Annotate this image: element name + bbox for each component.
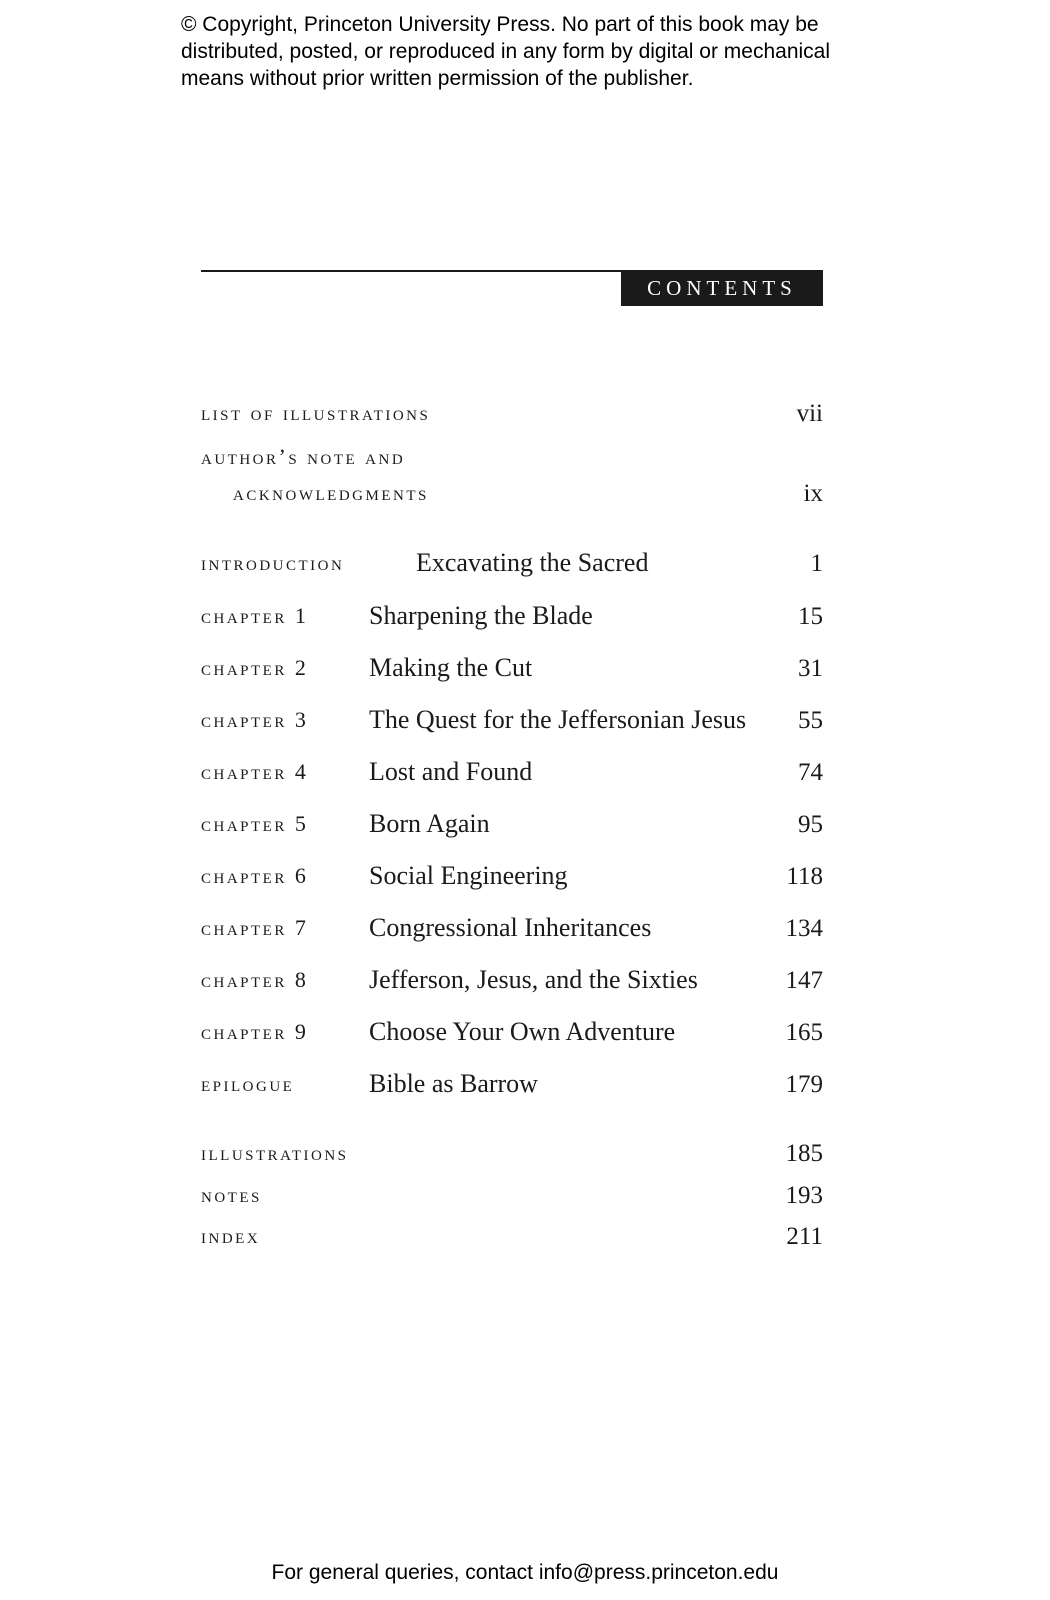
toc-entry-chapter-9 (201, 1011, 823, 1051)
toc-entry-title: The Quest for the Jeffersonian Jesus (369, 705, 747, 734)
toc-entry-chapter-5 (201, 803, 823, 843)
toc-entry-page: 147 (785, 967, 823, 994)
heading-rule (201, 270, 621, 272)
toc-entry-page: 179 (785, 1071, 823, 1098)
toc-entry-title: Congressional Inheritances (369, 913, 652, 942)
toc-entry-illustrations (201, 1132, 823, 1172)
toc-entry-label: chapter 8 (201, 967, 309, 992)
toc-entry-page: 193 (785, 1182, 823, 1209)
toc-entry-title: Jefferson, Jesus, and the Sixties (369, 965, 698, 994)
copyright-line: © Copyright, Princeton University Press. No part of this book may be (181, 13, 819, 36)
toc-entry-label: chapter 6 (201, 863, 309, 888)
toc-entry-label: epilogue (201, 1071, 295, 1096)
toc-entry-label: chapter 3 (201, 707, 309, 732)
toc-entry-label: acknowledgments (233, 480, 429, 505)
toc-entry-chapter-2 (201, 647, 823, 687)
toc-entry-label: introduction (201, 550, 345, 575)
toc-entry-acknowledgments (201, 472, 823, 512)
toc-entry-page: ix (803, 480, 823, 507)
toc-entry-title: Lost and Found (369, 757, 533, 786)
toc-entry-title: Sharpening the Blade (369, 601, 593, 630)
toc-entry-epilogue (201, 1063, 823, 1103)
toc-entry-page: 134 (785, 915, 823, 942)
toc-entry-page: 1 (810, 550, 823, 577)
toc-entry-label: chapter 1 (201, 603, 309, 628)
toc-entry-page: 15 (798, 603, 823, 630)
toc-entry-page: 55 (798, 707, 823, 734)
toc-entry-title: Choose Your Own Adventure (369, 1017, 676, 1046)
toc-entry-introduction (201, 542, 823, 582)
toc-entry-page: 165 (785, 1019, 823, 1046)
toc-entry-chapter-1 (201, 595, 823, 635)
toc-entry-title: Social Engineering (369, 861, 568, 890)
toc-entry-authors-note-line1 (201, 436, 823, 476)
toc-entry-chapter-3 (201, 699, 823, 739)
toc-entry-page: vii (796, 400, 823, 427)
toc-entry-list-of-illustrations (201, 392, 823, 432)
toc-entry-index (201, 1215, 823, 1255)
toc-entry-label: notes (201, 1182, 262, 1207)
toc-entry-title: Bible as Barrow (369, 1069, 538, 1098)
contents-heading: CONTENTS (621, 270, 823, 306)
toc-entry-page: 95 (798, 811, 823, 838)
toc-entry-title: Excavating the Sacred (416, 548, 649, 577)
toc-entry-label: author’s note and (201, 444, 406, 469)
copyright-line: means without prior written permission of the publisher. (181, 67, 694, 90)
toc-entry-page: 31 (798, 655, 823, 682)
toc-entry-notes (201, 1174, 823, 1214)
toc-entry-page: 74 (798, 759, 823, 786)
toc-entry-page: 211 (786, 1223, 823, 1250)
toc-entry-chapter-4 (201, 751, 823, 791)
toc-entry-page: 185 (785, 1140, 823, 1167)
toc-entry-chapter-6 (201, 855, 823, 895)
toc-entry-title: Making the Cut (369, 653, 533, 682)
toc-entry-label: chapter 4 (201, 759, 309, 784)
toc-entry-label: chapter 5 (201, 811, 309, 836)
toc-entry-chapter-8 (201, 959, 823, 999)
toc-entry-label: chapter 7 (201, 915, 309, 940)
toc-entry-page: 118 (786, 863, 823, 890)
toc-entry-chapter-7 (201, 907, 823, 947)
copyright-notice (181, 11, 901, 92)
toc-entry-label: chapter 2 (201, 655, 309, 680)
toc-entry-label: index (201, 1223, 261, 1248)
contact-footer: For general queries, contact info@press.princeton.edu (271, 1561, 779, 1584)
toc-entry-title: Born Again (369, 809, 490, 838)
toc-entry-label: illustrations (201, 1140, 349, 1165)
toc-entry-label: chapter 9 (201, 1019, 309, 1044)
toc-entry-label: list of illustrations (201, 400, 431, 425)
copyright-line: distributed, posted, or reproduced in any form by digital or mechanical (181, 40, 831, 63)
